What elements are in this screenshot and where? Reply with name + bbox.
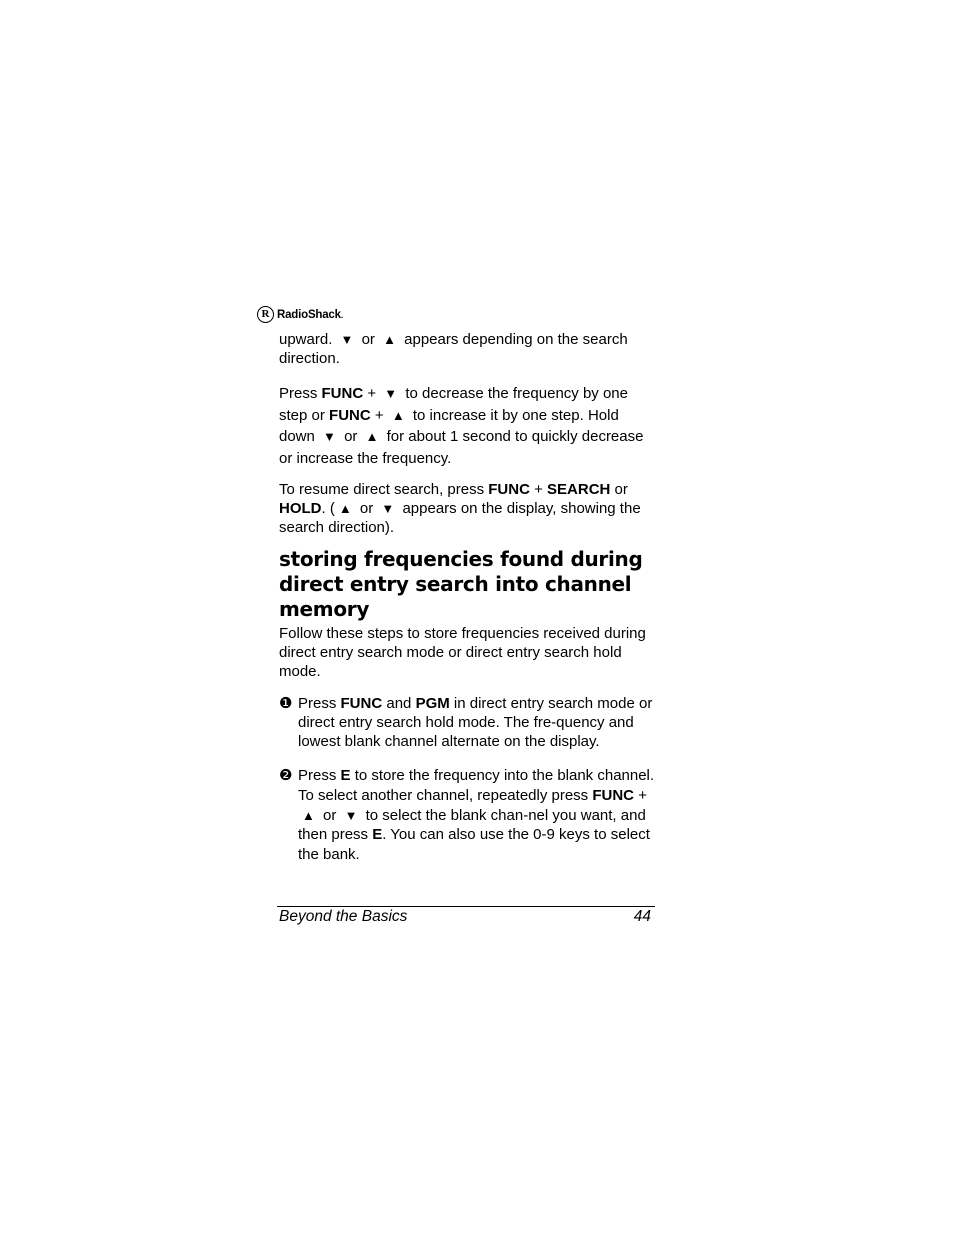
brand-logo [257, 306, 343, 323]
up-arrow-icon: ▲ [365, 429, 379, 444]
up-arrow-icon: ▲ [302, 807, 315, 823]
up-arrow-icon: ▲ [383, 332, 396, 347]
paragraph-step-frequency: Press FUNC + ▼ to decrease the frequency by one step or FUNC + ▲ to increase it by one step. Hold down ▼ or ▲ for about 1 second to quickly decrease or increase the frequency. [279, 385, 644, 467]
step-1: ❶ Press FUNC and PGM in direct entry search mode or direct entry search hold mode. The fre-quency and lowest blank channel alternate on the display. [279, 695, 653, 750]
down-arrow-icon: ▼ [381, 501, 395, 516]
paragraph-upward: upward. ▼ or ▲ appears depending on the search direction. [279, 331, 628, 367]
down-arrow-icon: ▼ [323, 429, 336, 444]
step-2: ❷ Press E to store the frequency into the blank channel. To select another channel, repeatedly press FUNC + ▲ or ▼ to select the blank chan-nel you want, and then press E. You can also use the 0-9 keys to select the bank. [279, 767, 655, 864]
footer-section-title: Beyond the Basics [279, 908, 408, 925]
down-arrow-icon: ▼ [340, 332, 354, 347]
up-arrow-icon: ▲ [338, 501, 352, 516]
paragraph-intro-steps: Follow these steps to store frequencies received during direct entry search mode or direct entry search hold mode. [279, 625, 646, 680]
registered-mark-icon: R [257, 306, 274, 323]
step-1-number-icon: ❶ [279, 695, 293, 712]
paragraph-resume-search: To resume direct search, press FUNC + SEARCH or HOLD. ( ▲ or ▼ appears on the display, showing the search direction). [279, 481, 641, 536]
step-2-number-icon: ❷ [279, 767, 293, 784]
page-footer [277, 906, 655, 927]
down-arrow-icon: ▼ [344, 807, 358, 823]
page-content [279, 330, 657, 880]
up-arrow-icon: ▲ [391, 407, 405, 423]
brand-name: RadioShack. [277, 308, 343, 321]
down-arrow-icon: ▼ [384, 386, 398, 401]
section-heading: storing frequencies found during direct entry search into channel memory [279, 547, 643, 621]
page-number: 44 [633, 908, 651, 925]
